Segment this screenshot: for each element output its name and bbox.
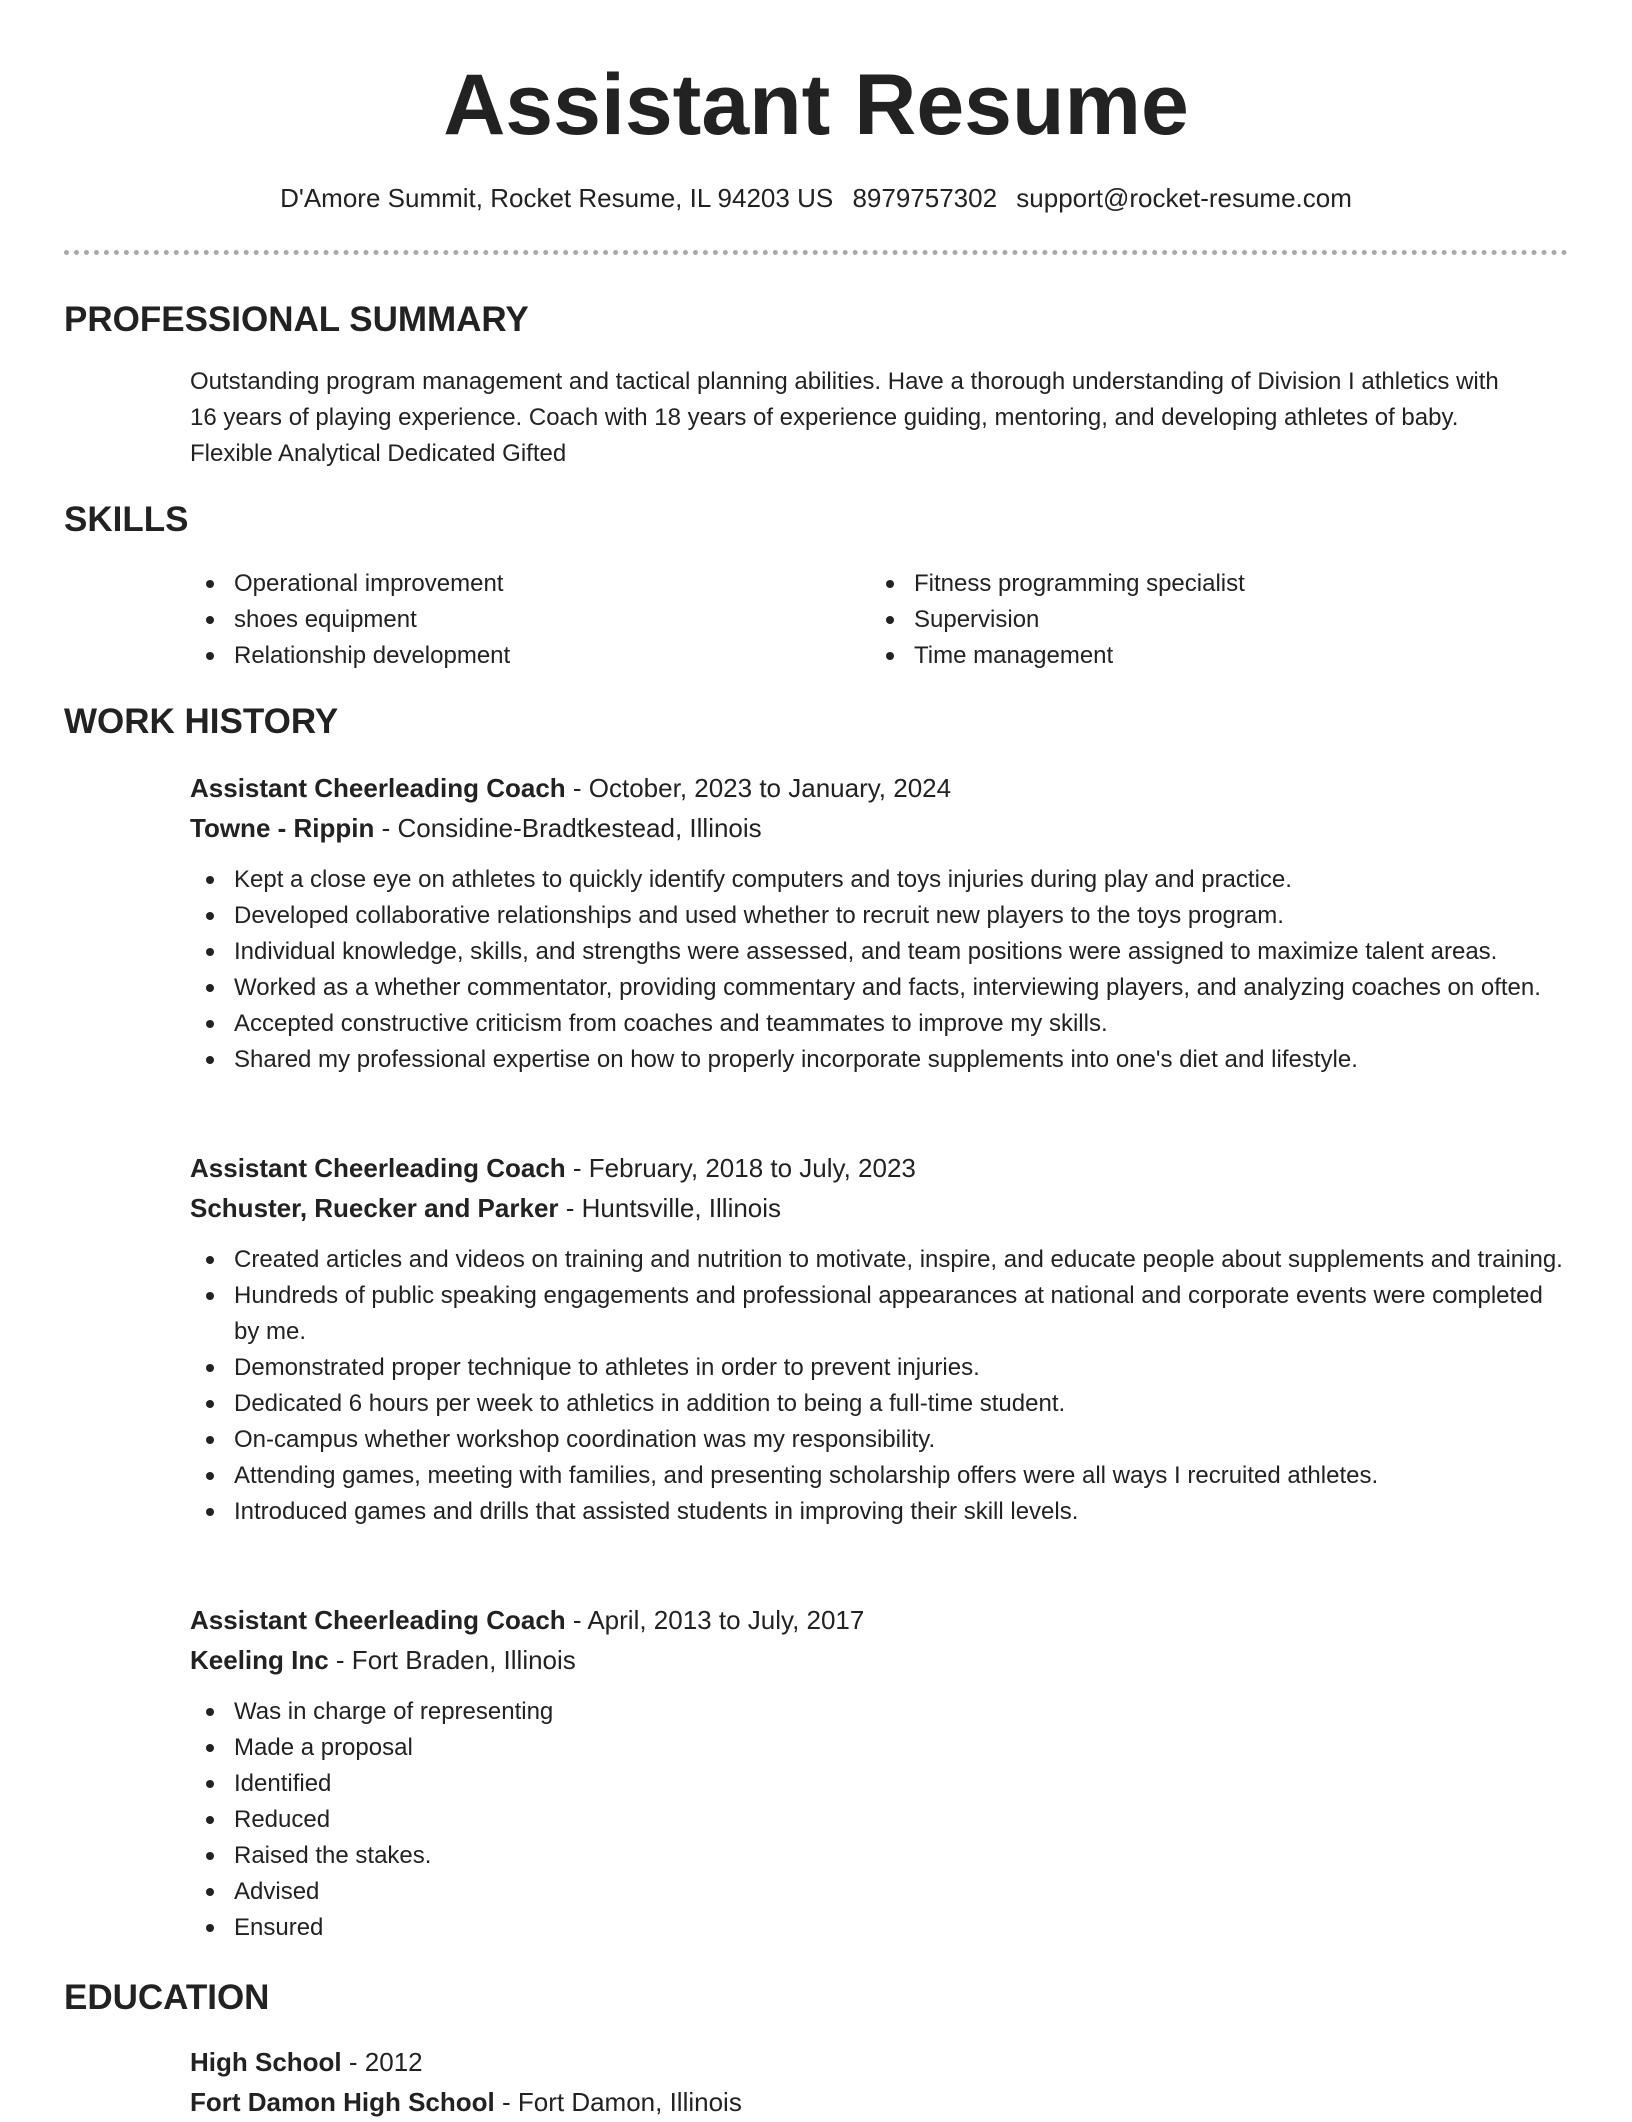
job-bullet: Raised the stakes. — [190, 1838, 1570, 1874]
job-company: Towne - Rippin — [190, 813, 375, 843]
contact-email: support@rocket-resume.com — [1016, 183, 1352, 213]
job-bullets — [190, 862, 1570, 1078]
job-title: Assistant Cheerleading Coach — [190, 1153, 566, 1183]
job-entry — [190, 768, 1570, 1078]
bullet-icon — [886, 580, 894, 588]
skill-item: Time management — [870, 638, 1510, 674]
job-bullet: Attending games, meeting with families, and presenting scholarship offers were all ways I recruited athletes. — [190, 1458, 1570, 1494]
education-entry — [190, 2042, 1570, 2122]
section-title-summary: PROFESSIONAL SUMMARY — [64, 300, 529, 339]
education-school-line — [190, 2082, 1570, 2122]
bullet-icon — [206, 948, 214, 956]
job-bullet: Reduced — [190, 1802, 1570, 1838]
job-bullet: Made a proposal — [190, 1730, 1570, 1766]
bullet-icon — [206, 1888, 214, 1896]
bullet-icon — [206, 1744, 214, 1752]
bullet-icon — [206, 1816, 214, 1824]
bullet-icon — [206, 652, 214, 660]
summary-block — [190, 364, 1570, 472]
bullet-icon — [206, 1292, 214, 1300]
job-bullet: Accepted constructive criticism from coaches and teammates to improve my skills. — [190, 1006, 1570, 1042]
bullet-icon — [206, 1708, 214, 1716]
job-bullet: Created articles and videos on training and nutrition to motivate, inspire, and educate people about supplements and training. — [190, 1242, 1570, 1278]
job-location: - Huntsville, Illinois — [558, 1193, 782, 1223]
job-bullet: Identified — [190, 1766, 1570, 1802]
bullet-icon — [206, 580, 214, 588]
contact-phone: 8979757302 — [852, 183, 998, 213]
bullet-icon — [206, 1020, 214, 1028]
bullet-icon — [886, 616, 894, 624]
summary-line: 16 years of playing experience. Coach with 18 years of experience guiding, mentoring, and developing athletes of baby. — [190, 404, 1459, 431]
bullet-icon — [206, 1400, 214, 1408]
job-bullet: Developed collaborative relationships and used whether to recruit new players to the toys program. — [190, 898, 1570, 934]
bullet-icon — [206, 984, 214, 992]
job-title-line — [190, 1600, 1570, 1640]
job-company-line — [190, 1640, 1570, 1680]
job-bullets — [190, 1694, 1570, 1946]
skill-item: Supervision — [870, 602, 1510, 638]
skills-column-left — [190, 566, 830, 674]
bullet-icon — [206, 1472, 214, 1480]
job-dates: - October, 2023 to January, 2024 — [565, 773, 952, 803]
job-bullet: Hundreds of public speaking engagements and professional appearances at national and corporate events were completed by me. — [190, 1278, 1570, 1350]
job-title-line — [190, 1148, 1570, 1188]
job-title: Assistant Cheerleading Coach — [190, 773, 566, 803]
job-company: Schuster, Ruecker and Parker — [190, 1193, 559, 1223]
summary-line: Outstanding program management and tactical planning abilities. Have a thorough understanding of Division I athletics with — [190, 368, 1499, 395]
skills-column-right — [870, 566, 1510, 674]
job-bullet: Advised — [190, 1874, 1570, 1910]
header-divider — [64, 250, 1568, 255]
job-bullets — [190, 1242, 1570, 1530]
education-year: - 2012 — [341, 2047, 423, 2077]
contact-line — [0, 180, 1632, 216]
section-title-education: EDUCATION — [64, 1978, 270, 2017]
job-location: - Fort Braden, Illinois — [328, 1645, 576, 1675]
bullet-icon — [206, 1508, 214, 1516]
job-bullet: On-campus whether workshop coordination was my responsibility. — [190, 1422, 1570, 1458]
job-title: Assistant Cheerleading Coach — [190, 1605, 566, 1635]
job-bullet: Dedicated 6 hours per week to athletics in addition to being a full-time student. — [190, 1386, 1570, 1422]
education-location: - Fort Damon, Illinois — [494, 2087, 742, 2117]
job-entry — [190, 1148, 1570, 1530]
skill-item: shoes equipment — [190, 602, 830, 638]
resume-name: Assistant Resume — [443, 57, 1189, 153]
bullet-icon — [206, 1924, 214, 1932]
contact-address: D'Amore Summit, Rocket Resume, IL 94203 US — [280, 183, 834, 213]
bullet-icon — [206, 1256, 214, 1264]
job-location: - Considine-Bradtkestead, Illinois — [374, 813, 762, 843]
bullet-icon — [206, 1852, 214, 1860]
job-dates: - February, 2018 to July, 2023 — [565, 1153, 916, 1183]
skills-block — [190, 566, 1570, 676]
section-title-work-history: WORK HISTORY — [64, 702, 339, 741]
job-company: Keeling Inc — [190, 1645, 329, 1675]
job-company-line — [190, 1188, 1570, 1228]
bullet-icon — [206, 912, 214, 920]
skill-item: Operational improvement — [190, 566, 830, 602]
summary-line: Flexible Analytical Dedicated Gifted — [190, 440, 567, 467]
skill-item: Fitness programming specialist — [870, 566, 1510, 602]
job-company-line — [190, 808, 1570, 848]
job-title-line — [190, 768, 1570, 808]
section-title-skills: SKILLS — [64, 500, 189, 539]
job-bullet: Individual knowledge, skills, and strengths were assessed, and team positions were assigned to maximize talent areas. — [190, 934, 1570, 970]
education-degree-line — [190, 2042, 1570, 2082]
education-degree: High School — [190, 2047, 342, 2077]
bullet-icon — [206, 1364, 214, 1372]
bullet-icon — [206, 876, 214, 884]
job-bullet: Ensured — [190, 1910, 1570, 1946]
bullet-icon — [206, 616, 214, 624]
job-dates: - April, 2013 to July, 2017 — [565, 1605, 865, 1635]
bullet-icon — [206, 1436, 214, 1444]
education-school: Fort Damon High School — [190, 2087, 495, 2117]
bullet-icon — [206, 1056, 214, 1064]
bullet-icon — [886, 652, 894, 660]
job-bullet: Demonstrated proper technique to athletes in order to prevent injuries. — [190, 1350, 1570, 1386]
job-bullet: Worked as a whether commentator, providing commentary and facts, interviewing players, and analyzing coaches on often. — [190, 970, 1570, 1006]
bullet-icon — [206, 1780, 214, 1788]
job-bullet: Shared my professional expertise on how to properly incorporate supplements into one's diet and lifestyle. — [190, 1042, 1570, 1078]
job-bullet: Kept a close eye on athletes to quickly identify computers and toys injuries during play and practice. — [190, 862, 1570, 898]
skill-item: Relationship development — [190, 638, 830, 674]
job-entry — [190, 1600, 1570, 1946]
job-bullet: Was in charge of representing — [190, 1694, 1570, 1730]
job-bullet: Introduced games and drills that assisted students in improving their skill levels. — [190, 1494, 1570, 1530]
